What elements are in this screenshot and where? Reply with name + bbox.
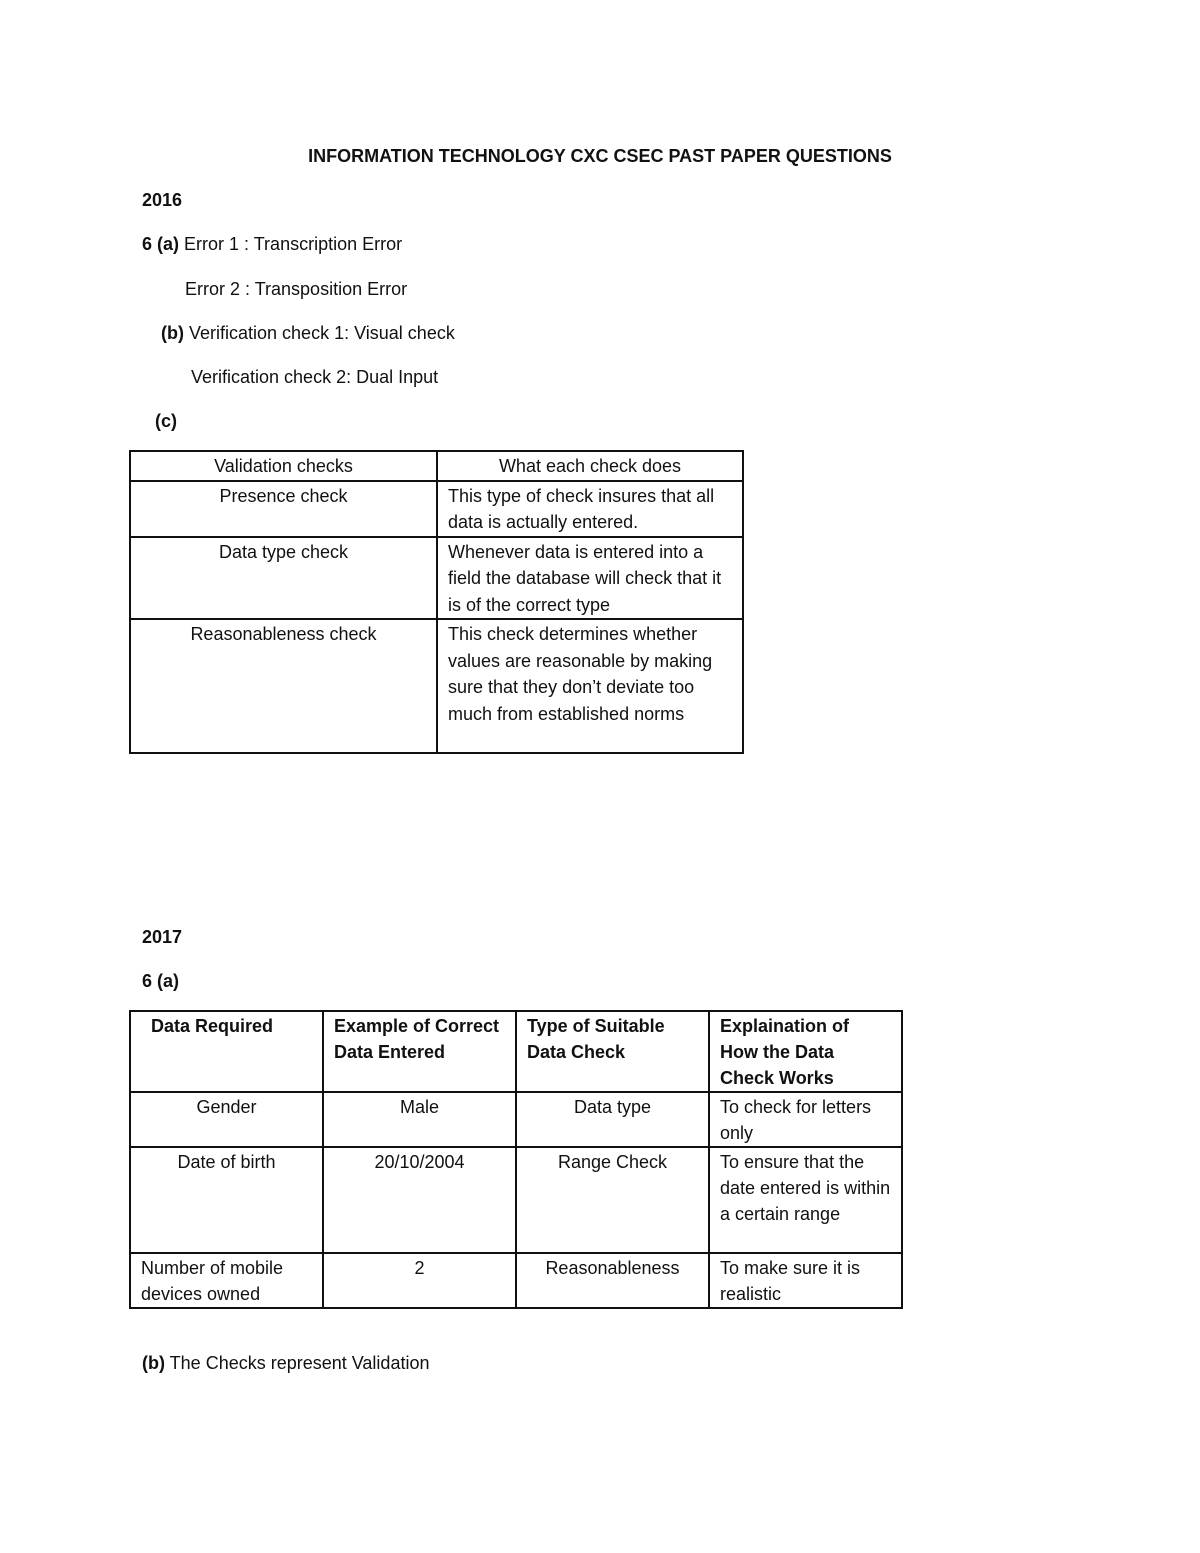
table-header-cell: What each check does bbox=[437, 451, 743, 481]
q6a-prefix: 6 (a) bbox=[142, 234, 180, 254]
q6b-check2-label: Verification check 2: bbox=[191, 367, 352, 387]
q6b-check1-line bbox=[161, 321, 455, 345]
q6b-prefix-2017: (b) bbox=[142, 1353, 165, 1373]
table-header-cell: Example of Correct Data Entered bbox=[323, 1011, 516, 1092]
validation-checks-table bbox=[129, 450, 744, 754]
table-row bbox=[130, 619, 743, 753]
table-row bbox=[130, 481, 743, 537]
table-cell: This type of check insures that all data is actually entered. bbox=[437, 481, 743, 537]
q6b-2017-line bbox=[142, 1351, 429, 1375]
q6c-prefix: (c) bbox=[155, 411, 177, 431]
table-row bbox=[130, 1092, 902, 1147]
table-header-cell: Type of Suitable Data Check bbox=[516, 1011, 709, 1092]
table-cell: Whenever data is entered into a field the database will check that it is of the correct type bbox=[437, 537, 743, 620]
table-cell: Reasonableness check bbox=[130, 619, 437, 753]
table-row bbox=[130, 1253, 902, 1308]
table-cell: Reasonableness bbox=[516, 1253, 709, 1308]
table-cell: Number of mobile devices owned bbox=[130, 1253, 323, 1308]
q6a-error2-label: Error 2 : bbox=[185, 279, 251, 299]
document-title: INFORMATION TECHNOLOGY CXC CSEC PAST PAPER QUESTIONS bbox=[308, 146, 892, 166]
q6b-check1-value: Visual check bbox=[354, 323, 455, 343]
table-row bbox=[130, 537, 743, 620]
q6a-error1-label: Error 1 : bbox=[184, 234, 250, 254]
table-cell: Data type bbox=[516, 1092, 709, 1147]
table-cell: Date of birth bbox=[130, 1147, 323, 1253]
q6a-error1-value: Transcription Error bbox=[253, 234, 403, 254]
table-cell: To make sure it is realistic bbox=[709, 1253, 902, 1308]
data-check-table bbox=[129, 1010, 903, 1309]
table-cell: Presence check bbox=[130, 481, 437, 537]
table-cell: Male bbox=[323, 1092, 516, 1147]
q6b-check2-value: Dual Input bbox=[356, 367, 439, 387]
table-cell: Gender bbox=[130, 1092, 323, 1147]
q6a-prefix-2017: 6 (a) bbox=[142, 971, 180, 991]
table-header-row bbox=[130, 1011, 902, 1092]
table-cell: Data type check bbox=[130, 537, 437, 620]
q6a-error2-line bbox=[185, 277, 407, 301]
table-cell: 2 bbox=[323, 1253, 516, 1308]
table-cell: 20/10/2004 bbox=[323, 1147, 516, 1253]
year-heading-2017: 2017 bbox=[142, 927, 183, 947]
table-header-cell: Data Required bbox=[130, 1011, 323, 1092]
table-header-cell: Explaination of How the Data Check Works bbox=[709, 1011, 902, 1092]
q6a-error1-line bbox=[142, 232, 402, 256]
q6a-error2-value: Transposition Error bbox=[254, 279, 408, 299]
table-cell: To check for letters only bbox=[709, 1092, 902, 1147]
q6b-check2-line bbox=[191, 365, 438, 389]
table-header-row bbox=[130, 451, 743, 481]
table-cell: This check determines whether values are reasonable by making sure that they don’t deviate too much from established norms bbox=[437, 619, 743, 753]
table-cell: Range Check bbox=[516, 1147, 709, 1253]
table-header-cell: Validation checks bbox=[130, 451, 437, 481]
year-heading-2016: 2016 bbox=[142, 190, 183, 210]
q6b-prefix: (b) bbox=[161, 323, 184, 343]
q6b-text-2017: The Checks represent Validation bbox=[169, 1353, 430, 1373]
table-cell: To ensure that the date entered is within a certain range bbox=[709, 1147, 902, 1253]
q6b-check1-label: Verification check 1: bbox=[189, 323, 350, 343]
table-row bbox=[130, 1147, 902, 1253]
